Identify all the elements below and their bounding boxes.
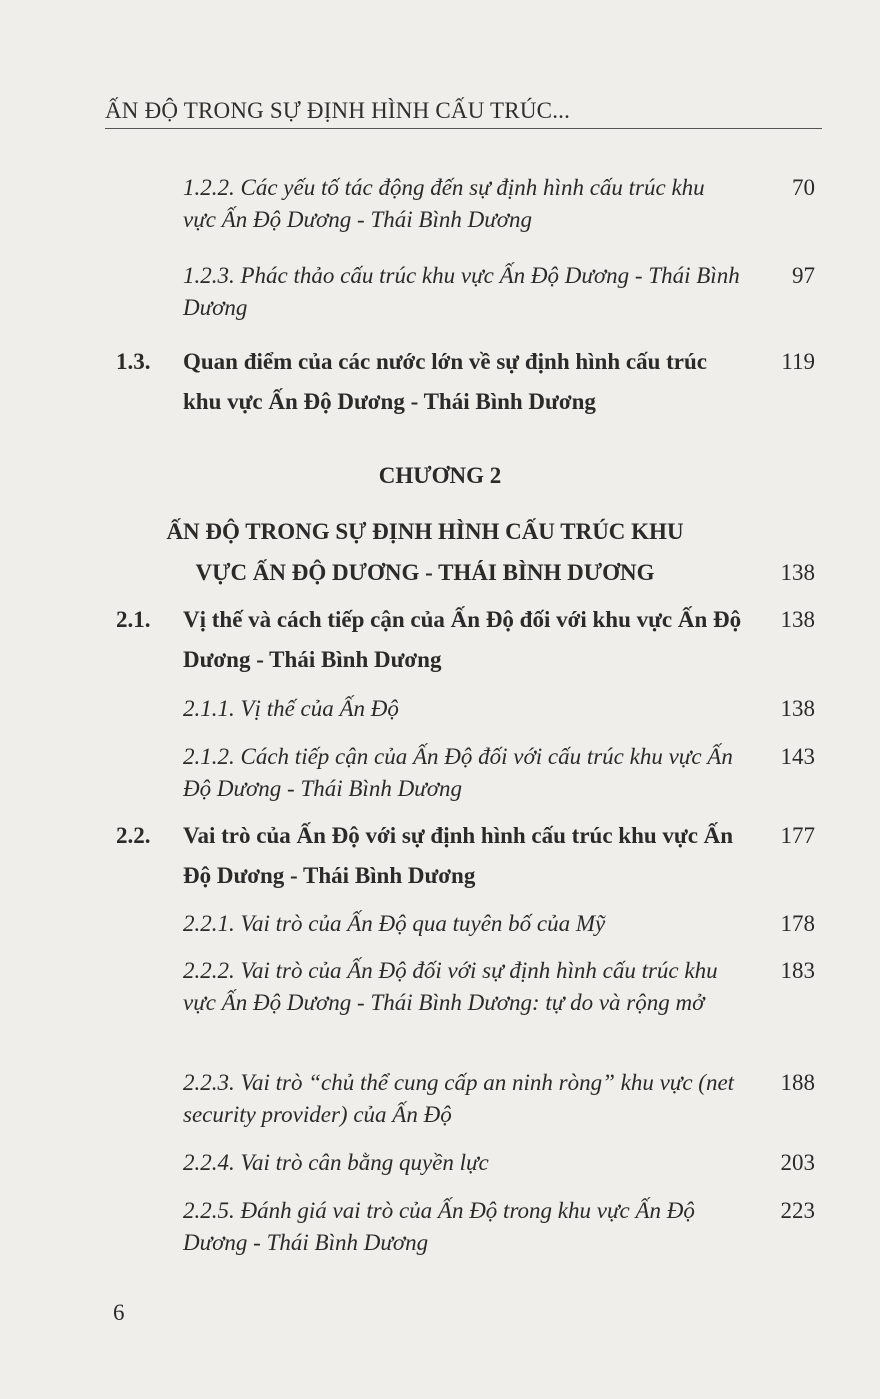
toc-section [116, 342, 815, 422]
toc-entry [183, 741, 815, 807]
toc-entry-text: 1.2.2. Các yếu tố tác động đến sự định hình cấu trúc khu vực Ấn Độ Dương - Thái Bình Dương [183, 175, 705, 232]
toc-entry-text: 2.2.2. Vai trò của Ấn Độ đối với sự định hình cấu trúc khu vực Ấn Độ Dương - Thái Bình Dương: tự do và rộng mở [183, 958, 718, 1015]
toc-entry-page: 97 [792, 263, 815, 288]
toc-entry [183, 1195, 815, 1261]
toc-section-text: Vị thế và cách tiếp cận của Ấn Độ đối với khu vực Ấn Độ Dương - Thái Bình Dương [183, 607, 742, 672]
toc-section-text: Quan điểm của các nước lớn về sự định hình cấu trúc khu vực Ấn Độ Dương - Thái Bình Dương [183, 349, 708, 414]
chapter-title-line: ẤN ĐỘ TRONG SỰ ĐỊNH HÌNH CẤU TRÚC KHU [166, 519, 684, 544]
toc-section-page: 119 [781, 349, 815, 374]
toc-entry-page: 183 [780, 958, 815, 983]
running-head: ẤN ĐỘ TRONG SỰ ĐỊNH HÌNH CẤU TRÚC... [105, 98, 571, 123]
toc-entry-page: 143 [780, 744, 815, 769]
chapter-page: 138 [780, 560, 815, 585]
toc-entry-page: 223 [780, 1198, 815, 1223]
toc-entry-text: 2.1.1. Vị thế của Ấn Độ [183, 696, 399, 721]
toc-entry [183, 908, 815, 942]
toc-entry [183, 1147, 815, 1181]
toc-entry-text: 2.2.4. Vai trò cân bằng quyền lực [183, 1150, 489, 1175]
toc-section-page: 177 [780, 823, 815, 848]
chapter-label: CHƯƠNG 2 [378, 463, 502, 488]
toc-entry-page: 70 [792, 175, 815, 200]
toc-entry-page: 203 [780, 1150, 815, 1175]
chapter-title-line: VỰC ẤN ĐỘ DƯƠNG - THÁI BÌNH DƯƠNG [195, 560, 655, 585]
toc-entry-text: 2.2.5. Đánh giá vai trò của Ấn Độ trong khu vực Ấn Độ Dương - Thái Bình Dương [183, 1198, 695, 1255]
toc-entry [183, 693, 815, 727]
toc-entry-text: 2.2.1. Vai trò của Ấn Độ qua tuyên bố của Mỹ [183, 911, 606, 936]
toc-entry-text: 2.1.2. Cách tiếp cận của Ấn Độ đối với cấu trúc khu vực Ấn Độ Dương - Thái Bình Dương [183, 744, 733, 801]
toc-entry [183, 172, 815, 242]
toc-section-text: Vai trò của Ấn Độ với sự định hình cấu trúc khu vực Ấn Độ Dương - Thái Bình Dương [183, 823, 734, 888]
toc-entry [183, 955, 815, 1055]
toc-entry [183, 1067, 815, 1133]
toc-entry-text: 1.2.3. Phác thảo cấu trúc khu vực Ấn Độ Dương - Thái Bình Dương [183, 263, 740, 320]
toc-section [116, 816, 815, 896]
toc-entry-page: 138 [780, 696, 815, 721]
toc-entry-page: 178 [780, 911, 815, 936]
toc-entry-page: 188 [780, 1070, 815, 1095]
toc-entry-text: 2.2.3. Vai trò “chủ thể cung cấp an ninh ròng” khu vực (net security provider) của Ấn Độ [183, 1070, 735, 1127]
toc-section-number: 1.3. [116, 349, 151, 374]
header-rule [105, 128, 822, 129]
toc-section-number: 2.2. [116, 823, 151, 848]
toc-entry [183, 260, 815, 330]
toc-section-number: 2.1. [116, 607, 151, 632]
toc-section [116, 600, 815, 680]
page-number: 6 [113, 1300, 125, 1325]
toc-section-page: 138 [780, 607, 815, 632]
